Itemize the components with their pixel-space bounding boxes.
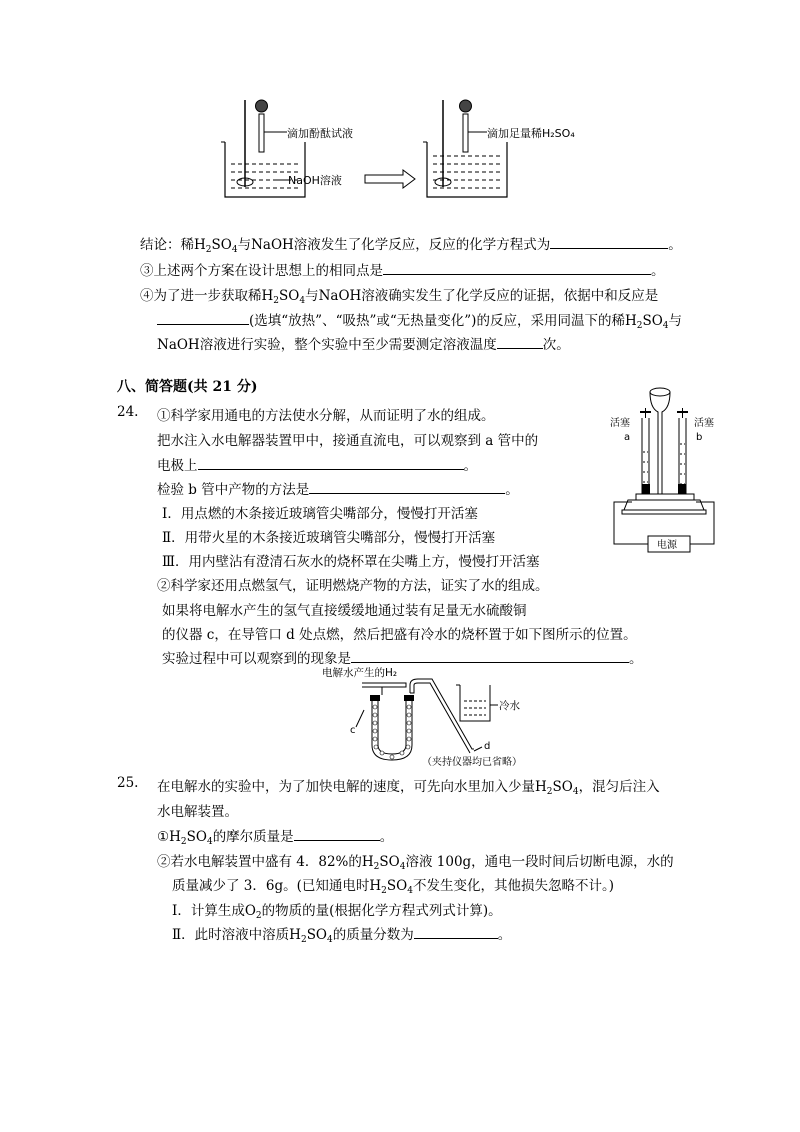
cold-water-label: 冷水 xyxy=(499,700,520,712)
right-dropper-label: 滴加足量稀H₂SO₄ xyxy=(487,127,575,140)
valve-left-label: 活塞 xyxy=(610,418,630,429)
answer-blank[interactable] xyxy=(497,335,543,349)
answer-blank[interactable] xyxy=(198,456,464,470)
q25-line2: 水电解装置。 xyxy=(157,804,238,820)
electrolyzer-figure xyxy=(604,384,734,559)
q23-item4-line3: NaOH溶液进行实验，整个实验中至少需要测定溶液温度 次。 xyxy=(157,337,570,353)
answer-blank[interactable] xyxy=(383,261,651,275)
q24-option-3: Ⅲ．用内壁沾有澄清石灰水的烧杯罩在尖嘴上方，慢慢打开活塞 xyxy=(162,554,540,570)
answer-blank[interactable] xyxy=(157,311,249,325)
left-dropper-label: 滴加酚酞试液 xyxy=(287,127,353,140)
q25-item2: ②若水电解装置中盛有 4．82%的$H_2SO_4$溶液 100g，通电一段时间后切断电源，水的 xyxy=(157,854,674,872)
answer-blank[interactable] xyxy=(294,827,380,841)
label-c: c xyxy=(350,725,356,736)
q24-line8: ②科学家还用点燃氢气，证明燃烧产物的方法，证实了水的组成。 xyxy=(157,578,549,594)
q24-line11: 实验过程中可以观察到的现象是 。 xyxy=(162,651,643,667)
q25-line1: 在电解水的实验中，为了加快电解的速度，可先向水里加入少量$H_2SO_4$，混匀后注入 xyxy=(157,779,660,797)
neutralization-figure xyxy=(215,92,635,207)
q24-option-1: Ⅰ．用点燃的木条接近玻璃管尖嘴部分，慢慢打开活塞 xyxy=(162,506,478,522)
q24-option-2: Ⅱ．用带火星的木条接近玻璃管尖嘴部分，慢慢打开活塞 xyxy=(162,530,496,546)
tube-a-label: a xyxy=(624,432,631,443)
answer-blank[interactable] xyxy=(309,480,505,494)
clamp-note: （夹持仪器均已省略） xyxy=(422,757,522,768)
answer-blank[interactable] xyxy=(414,925,498,939)
q25-number: 25. xyxy=(117,775,139,791)
answer-blank[interactable] xyxy=(351,649,629,663)
q23-item4-line2: (选填“放热”、“吸热”或“无热量变化”)的反应，采用同温下的稀$H_2SO_4$与 xyxy=(157,309,682,329)
q25-sub2: Ⅱ．此时溶液中溶质$H_2SO_4$的质量分数为 。 xyxy=(172,927,512,945)
q24-line4: 检验 b 管中产物的方法是 。 xyxy=(157,482,519,498)
answer-blank[interactable] xyxy=(550,235,668,249)
label-d: d xyxy=(484,741,491,752)
q24-line10: 的仪器 c，在导管口 d 处点燃，然后把盛有冷水的烧杯置于如下图所示的位置。 xyxy=(162,627,637,643)
q24-line1: ①科学家用通电的方法使水分解，从而证明了水的组成。 xyxy=(157,408,495,424)
q25-item2-line2: 质量减少了 3．6g。(已知通电时$H_2SO_4$不发生变化，其他损失忽略不计。) xyxy=(172,878,614,896)
q23-item4-line1: ④为了进一步获取稀$H_2SO_4$与NaOH溶液确实发生了化学反应的证据，依据中和反应是 xyxy=(140,288,659,306)
q23-item3: ③上述两个方案在设计思想上的相同点是 。 xyxy=(140,263,665,279)
q25-sub1: Ⅰ．计算生成$O_2$的物质的量(根据化学方程式列式计算)。 xyxy=(172,903,502,921)
arrow-icon xyxy=(365,170,415,188)
q25-item1: $①H_2SO_4$的摩尔质量是 。 xyxy=(157,829,394,847)
q24-line2: 把水注入水电解器装置甲中，接通直流电，可以观察到 a 管中的 xyxy=(157,433,539,449)
power-label: 电源 xyxy=(657,540,677,551)
section-title: 八、简答题(共 21 分) xyxy=(117,379,258,395)
hydrogen-combustion-figure xyxy=(322,665,562,770)
right-beaker xyxy=(423,100,507,197)
left-solution-label: NaOH溶液 xyxy=(288,174,342,187)
q24-line3: 电极上 。 xyxy=(157,458,477,474)
q23-conclusion: 结论：稀$H_2SO_4$与NaOH溶液发生了化学反应，反应的化学方程式为 。 xyxy=(140,237,682,255)
q24-number: 24. xyxy=(117,404,139,420)
valve-right-label: 活塞 xyxy=(694,418,714,429)
hydrogen-source-label: 电解水产生的H₂ xyxy=(322,667,398,679)
tube-b-label: b xyxy=(696,432,703,443)
q24-line9: 如果将电解水产生的氢气直接缓缓地通过装有足量无水硫酸铜 xyxy=(162,603,527,619)
